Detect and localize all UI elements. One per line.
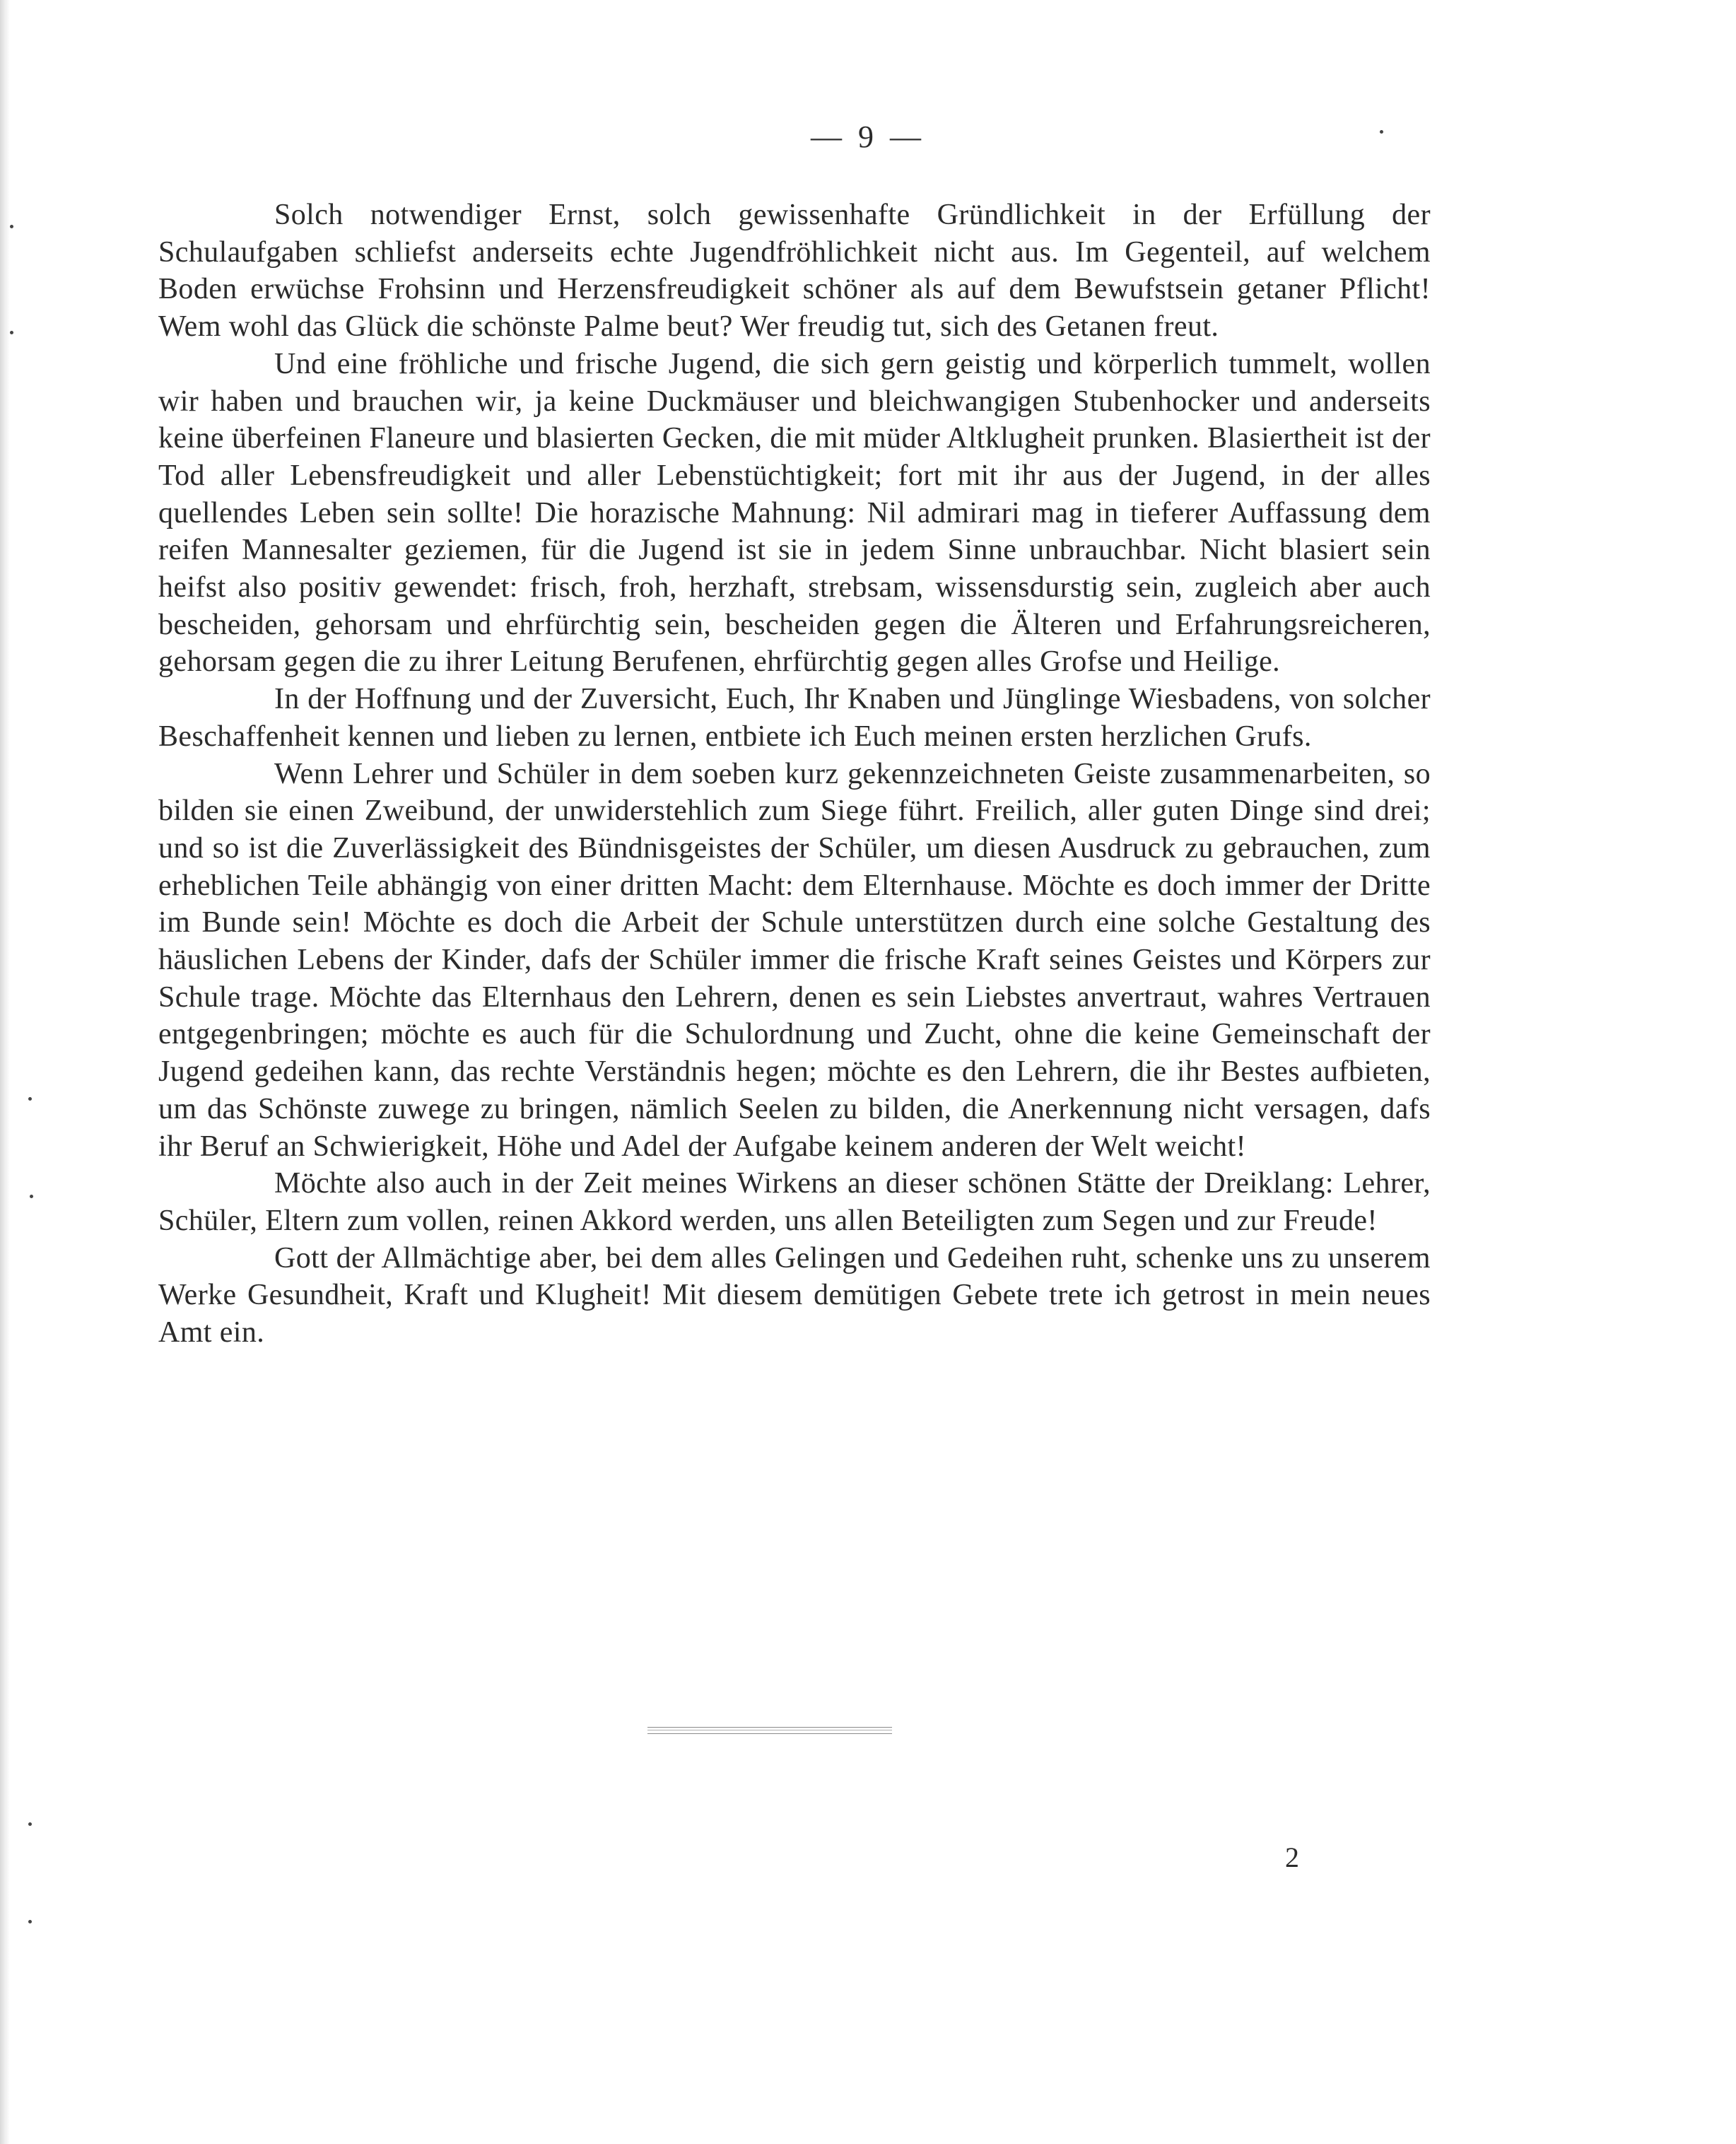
margin-speck (30, 1195, 33, 1198)
margin-speck (28, 1097, 32, 1101)
body-text (158, 197, 1431, 1352)
margin-speck (10, 331, 13, 334)
paragraph-5: Möchte also auch in der Zeit meines Wirkens an dieser schönen Stätte der Dreiklang: Lehrer, Schüler, Eltern zum vollen, reinen Akkord werden, uns allen Beteiligten zum Segen und zur Freude! (158, 1167, 1431, 1237)
paragraph-4: Wenn Lehrer und Schüler in dem soeben kurz gekennzeichneten Geiste zusammenarbeiten, so bilden sie einen Zweibund, der unwiderstehlich zum Siege führt. Freilich, aller guten Dinge sind drei; und so ist die Zuverlässigkeit des Bündnisgeistes der Schüler, um diesen Ausdruck zu gebrauchen, zum erheblichen Teile abhängig von einer dritten Macht: dem Elternhause. Möchte es doch immer der Dritte im Bunde sein! Möchte es doch die Arbeit der Schule unterstützen durch eine solche Gestaltung des häuslichen Lebens der Kinder, dafs der Schüler immer die frische Kraft seines Geistes und Körpers zur Schule trage. Möchte das Elternhaus den Lehrern, denen es sein Liebstes anvertraut, wahres Vertrauen entgegenbringen; möchte es auch für die Schulordnung und Zucht, ohne die keine Gemeinschaft der Jugend gedeihen kann, das rechte Verständnis hegen; möchte es den Lehrern, die ihr Bestes aufbieten, um das Schönste zuwege zu bringen, nämlich Seelen zu bilden, die Anerkennung nicht versagen, dafs ihr Beruf an Schwierigkeit, Höhe und Adel der Aufgabe keinem anderen der Welt weicht! (158, 757, 1431, 1163)
paragraph-6: Gott der Allmächtige aber, bei dem alles Gelingen und Gedeihen ruht, schenke uns zu unserem Werke Gesundheit, Kraft und Klugheit! Mit diesem demütigen Gebete trete ich getrost in mein neues Amt ein. (158, 1241, 1431, 1349)
page-binding-edge (0, 0, 10, 2144)
end-rule-divider (647, 1727, 892, 1734)
margin-speck (1380, 130, 1383, 134)
page-number: — 9 — (811, 119, 925, 154)
margin-speck (10, 225, 13, 228)
margin-speck (28, 1822, 32, 1826)
signature-mark: 2 (1285, 1841, 1299, 1873)
page-number-header (0, 119, 1736, 155)
margin-speck (28, 1920, 32, 1923)
paragraph-1: Solch notwendiger Ernst, solch gewissenhafte Gründlichkeit in der Erfüllung der Schulaufgaben schliefst anderseits echte Jugendfröhlichkeit nicht aus. Im Gegenteil, auf welchem Boden erwüchse Frohsinn und Herzensfreudigkeit schöner als auf dem Bewufstsein getaner Pflicht! Wem wohl das Glück die schönste Palme beut? Wer freudig tut, sich des Getanen freut. (158, 199, 1431, 344)
paragraph-2: Und eine fröhliche und frische Jugend, die sich gern geistig und körperlich tummelt, wollen wir haben und brauchen wir, ja keine Duckmäuser und bleichwangigen Stubenhocker und anderseits keine überfeinen Flaneure und blasierten Gecken, die mit müder Altklugheit prunken. Blasiertheit ist der Tod aller Lebensfreudigkeit und aller Lebenstüchtigkeit; fort mit ihr aus der Jugend, in der alles quellendes Leben sein sollte! Die horazische Mahnung: Nil admirari mag in tieferer Auffassung dem reifen Mannesalter geziemen, für die Jugend ist sie in jedem Sinne unbrauchbar. Nicht blasiert sein heifst also positiv gewendet: frisch, froh, herzhaft, strebsam, wissensdurstig sein, zugleich aber auch bescheiden, gehorsam und ehrfürchtig sein, bescheiden gegen die Älteren und Erfahrungsreicheren, gehorsam gegen die zu ihrer Leitung Berufenen, ehrfürchtig gegen alles Grofse und Heilige. (158, 347, 1431, 679)
paragraph-3: In der Hoffnung und der Zuversicht, Euch, Ihr Knaben und Jünglinge Wiesbadens, von solcher Beschaffenheit kennen und lieben zu lernen, entbiete ich Euch meinen ersten herzlichen Grufs. (158, 683, 1431, 753)
